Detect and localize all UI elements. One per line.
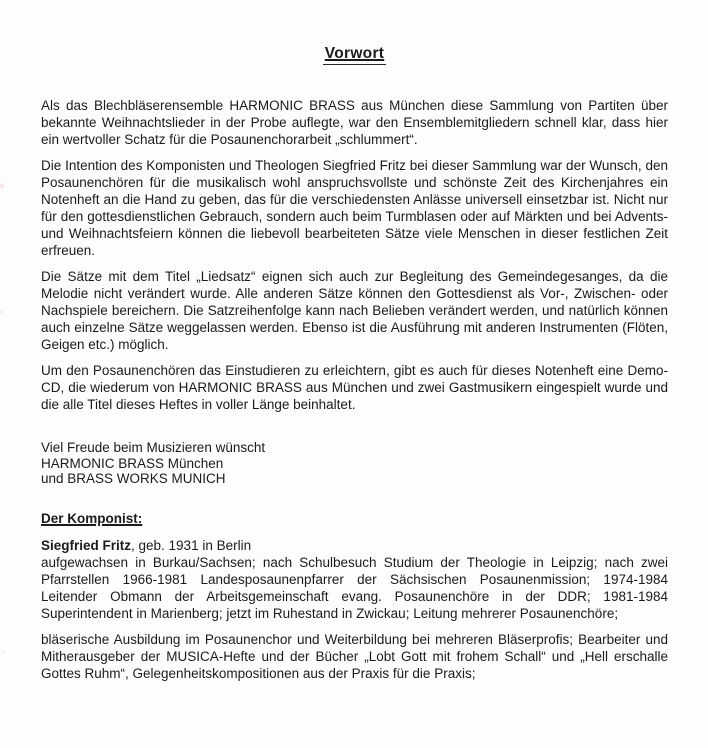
signature-line-wish: Viel Freude beim Musizieren wünscht	[41, 440, 266, 455]
page-title	[41, 44, 668, 65]
composer-birth-info: , geb. 1931 in Berlin	[131, 537, 252, 553]
foreword-paragraph-4: Um den Posaunenchören das Einstudieren zu erleichtern, gibt es auch für dieses Notenheft eine Demo-CD, die wiederum von HARMONIC BRASS aus München und zwei Gastmusikern eingespielt wurde und die alle Titel dieses Heftes in voller Länge beinhaltet.	[41, 363, 668, 412]
foreword-paragraph-2: Die Intention des Komponisten und Theologen Siegfried Fritz bei dieser Sammlung war der Wunsch, den Posaunenchören für die musikalisch wohl anspruchsvollste und schönste Zeit des Kirchenjahres ein Notenheft an die Hand zu geben, das für die verschiedensten Anlässe universell einsetzbar ist. Nicht nur für den gottesdienstlichen Gebrauch, sondern auch beim Turmblasen oder auf Märkten und bei Advents- und Weihnachtsfeiern können die liebevoll bearbeiteten Sätze viele Menschen in dieser festlichen Zeit erfreuen.	[41, 158, 668, 258]
page-title-text: Vorwort	[323, 44, 387, 65]
foreword-paragraph-1: Als das Blechbläserensemble HARMONIC BRASS aus München diese Sammlung von Partiten über bekannte Weihnachtslieder in der Probe auflegte, war den Ensemblemitgliedern schnell klar, dass hier ein wertvoller Schatz für die Posaunenchorarbeit „schlummert“.	[41, 98, 668, 147]
composer-heading-text: Der Komponist:	[41, 510, 143, 526]
composer-bio-paragraph-2: bläserische Ausbildung im Posaunenchor und Weiterbildung bei mehreren Bläserprofis; Bearbeiter und Mitherausgeber der MUSICA-Hefte und der Bücher „Lobt Gott mit frohem Schall“ und „Hell erschalle Gottes Ruhm“, Gelegenheitskompositionen aus der Praxis für die Praxis;	[41, 631, 668, 681]
composer-heading	[41, 510, 668, 528]
signature-line-harmonic-brass: HARMONIC BRASS München	[41, 455, 224, 471]
composer-name-line	[41, 537, 668, 554]
composer-name: Siegfried Fritz	[41, 537, 132, 553]
signature-block	[41, 440, 668, 487]
signature-line-brass-works: und BRASS WORKS MUNICH	[41, 471, 226, 486]
composer-bio-paragraph-1: aufgewachsen in Burkau/Sachsen; nach Schulbesuch Studium der Theologie in Leipzig; nach zwei Pfarrstellen 1966-1981 Landesposaunenpfarrer der Sächsischen Posaunenmission; 1974-1984 Leitender Obmann der Arbeitsgemeinschaft evang. Posaunenchöre in der DDR; 1981-1984 Superintendent in Marienberg; jetzt im Ruhestand in Zwickau; Leitung mehrerer Posaunenchöre;	[41, 554, 668, 621]
foreword-paragraph-3: Die Sätze mit dem Titel „Liedsatz“ eignen sich auch zur Begleitung des Gemeindegesanges, da die Melodie nicht verändert wurde. Alle anderen Sätze können den Gottesdienst als Vor-, Zwischen- oder Nachspiele bereichern. Die Satzreihenfolge kann nach Belieben verändert werden, und natürlich können auch einzelne Sätze weggelassen werden. Ebenso ist die Ausführung mit anderen Instrumenten (Flöten, Geigen etc.) möglich.	[41, 269, 668, 352]
